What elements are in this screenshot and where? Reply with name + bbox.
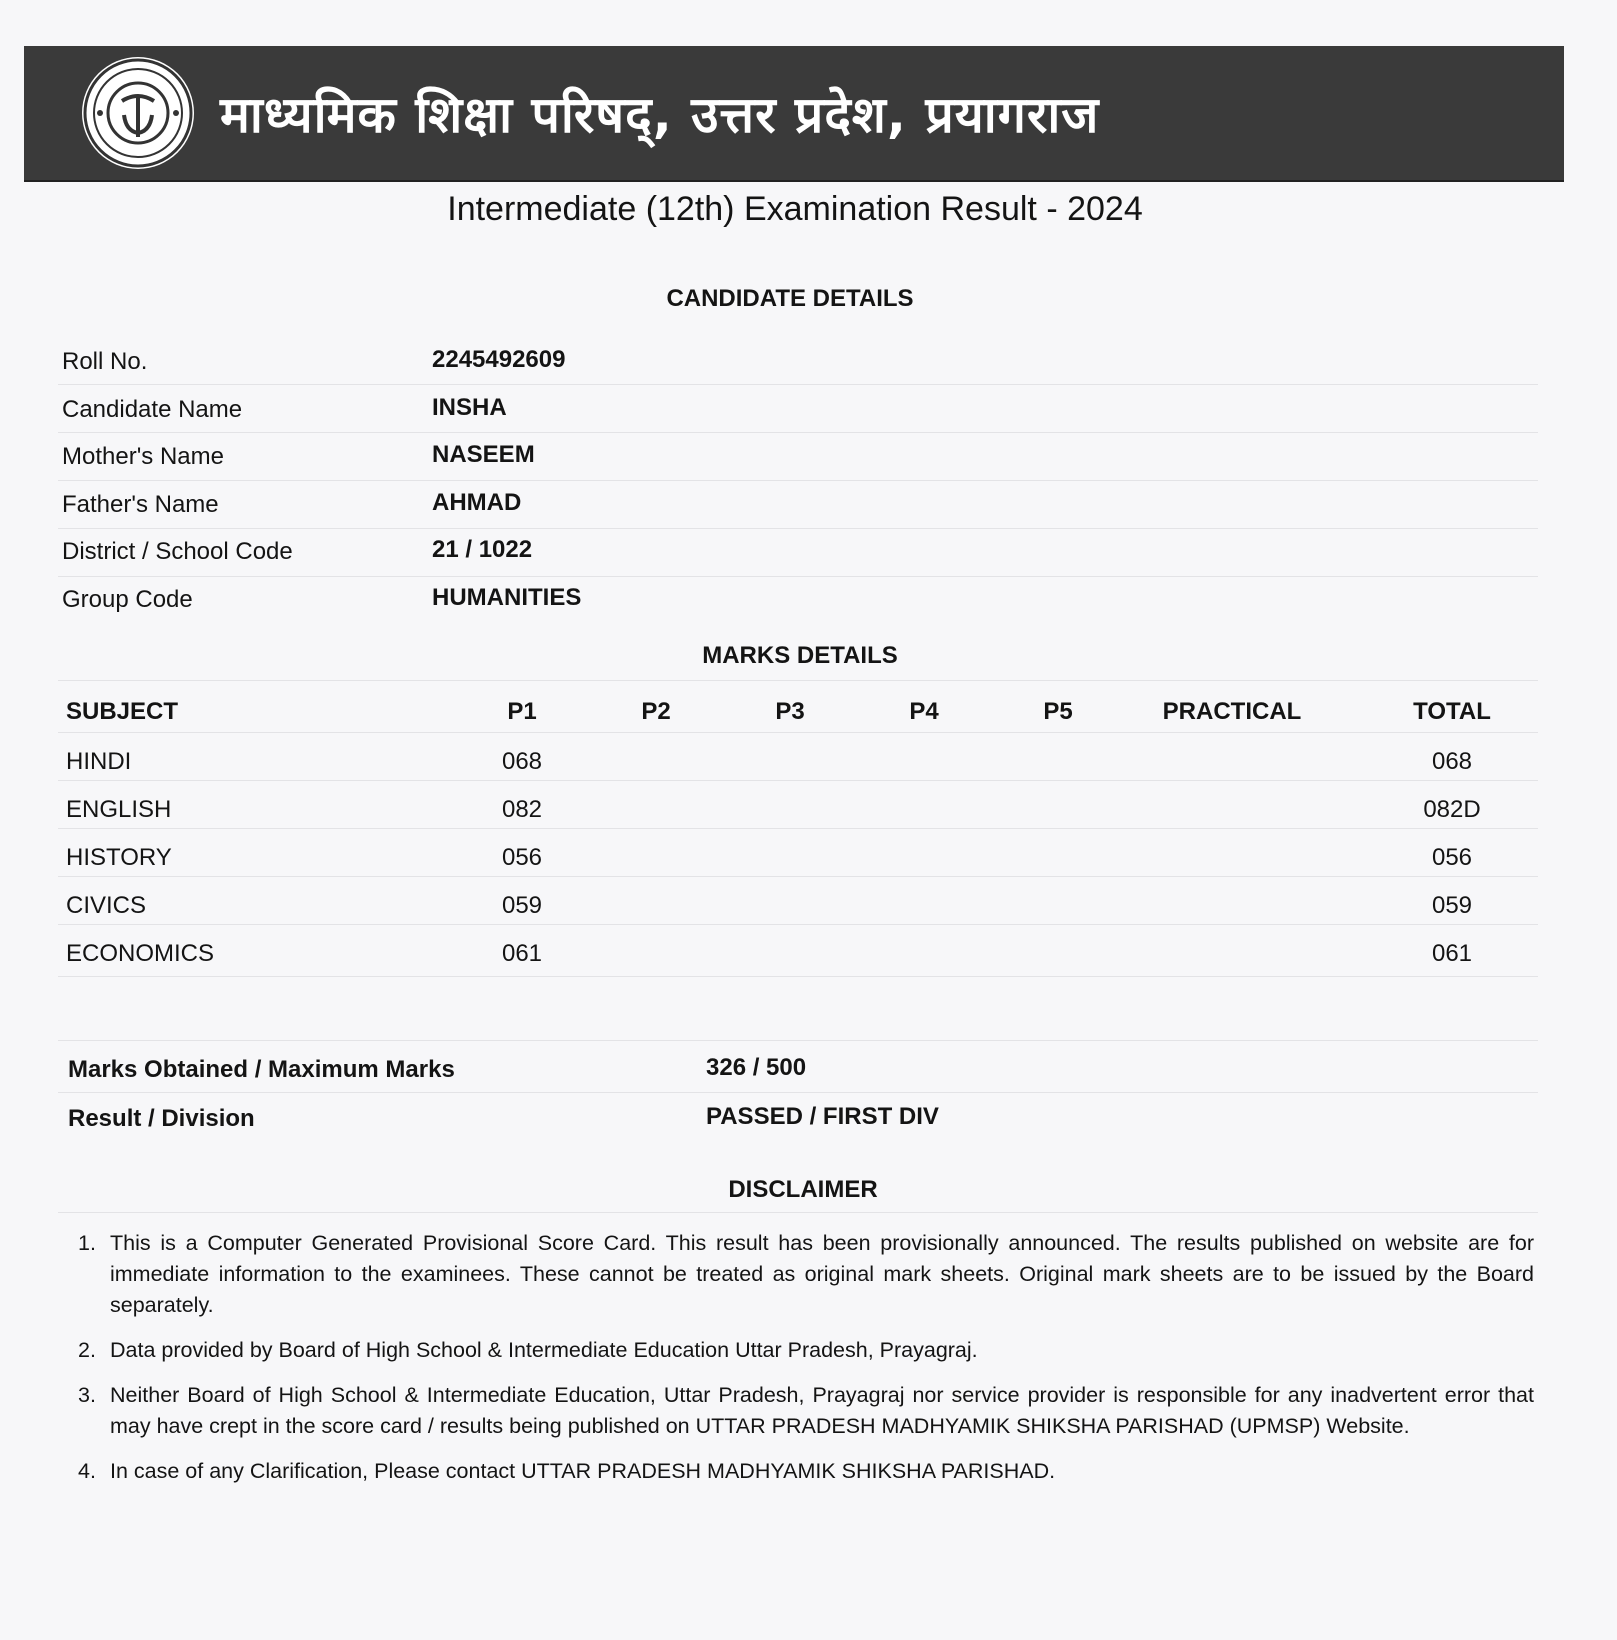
subject-cell: HINDI — [66, 748, 132, 775]
total-cell: 061 — [1431, 940, 1473, 967]
header-banner — [24, 46, 1564, 182]
mother-name-label: Mother's Name — [62, 443, 224, 470]
row-divider — [58, 1040, 1538, 1041]
board-name-hindi: माध्यमिक शिक्षा परिषद्, उत्तर प्रदेश, प्रयागराज — [220, 86, 1100, 144]
row-divider — [58, 680, 1538, 681]
row-divider — [58, 828, 1538, 829]
p1-cell: 068 — [501, 748, 543, 775]
row-divider — [58, 480, 1538, 481]
subject-cell: HISTORY — [66, 844, 172, 871]
disclaimer-number: 3. — [78, 1383, 96, 1407]
table-row — [62, 930, 1542, 976]
candidate-name-value: INSHA — [432, 394, 507, 421]
row-divider — [58, 876, 1538, 877]
subject-cell: ECONOMICS — [66, 940, 215, 967]
col-practical-header: PRACTICAL — [1162, 698, 1302, 725]
table-row — [62, 738, 1542, 784]
col-p3-header: P3 — [775, 698, 805, 725]
subject-cell: ENGLISH — [66, 796, 172, 823]
page-title: Intermediate (12th) Examination Result - 2024 — [447, 190, 1143, 228]
marks-details-heading: MARKS DETAILS — [702, 642, 898, 669]
candidate-row-name — [62, 390, 1462, 430]
col-p2-header: P2 — [641, 698, 671, 725]
candidate-row-roll — [62, 342, 1462, 382]
total-cell: 082D — [1423, 796, 1481, 823]
group-code-label: Group Code — [62, 586, 193, 613]
disclaimer-number: 1. — [78, 1231, 96, 1255]
total-cell: 056 — [1431, 844, 1473, 871]
row-divider — [58, 1092, 1538, 1093]
father-name-label: Father's Name — [62, 491, 219, 518]
marks-summary-row — [68, 1048, 1518, 1092]
disclaimer-text: In case of any Clarification, Please contact UTTAR PRADESH MADHYAMIK SHIKSHA PARISHAD. — [110, 1459, 1056, 1483]
roll-no-value: 2245492609 — [432, 346, 566, 373]
col-total-header: TOTAL — [1413, 698, 1491, 725]
subject-cell: CIVICS — [66, 892, 147, 919]
candidate-row-mother — [62, 437, 1462, 477]
result-division-value: PASSED / FIRST DIV — [706, 1103, 939, 1130]
row-divider — [58, 1212, 1538, 1213]
col-p4-header: P4 — [909, 698, 939, 725]
disclaimer-text: Data provided by Board of High School & Intermediate Education Uttar Pradesh, Prayagraj. — [110, 1338, 978, 1362]
disclaimer-heading: DISCLAIMER — [728, 1176, 878, 1203]
group-code-value: HUMANITIES — [432, 584, 582, 611]
col-p1-header: P1 — [507, 698, 537, 725]
table-row — [62, 786, 1542, 832]
disclaimer-text: Neither Board of High School & Intermediate Education, Uttar Pradesh, Prayagraj nor service provider is responsible for any inadvertent error that may have crept in the score card / results being published on UTTAR PRADESH MADHYAMIK SHIKSHA PARISHAD (UPMSP) Website. — [110, 1383, 1534, 1438]
row-divider — [58, 732, 1538, 733]
disclaimer-text: This is a Computer Generated Provisional Score Card. This result has been provisionally announced. The results published on website are for immediate information to the examinees. These cannot be treated as original mark sheets. Original mark sheets are to be issued by the Board separately. — [110, 1231, 1534, 1317]
result-division-label: Result / Division — [68, 1105, 255, 1132]
candidate-row-group — [62, 580, 1462, 620]
row-divider — [58, 528, 1538, 529]
table-row — [62, 882, 1542, 928]
row-divider — [58, 432, 1538, 433]
up-government-seal-icon — [82, 57, 194, 169]
marks-obtained-label: Marks Obtained / Maximum Marks — [68, 1056, 455, 1083]
candidate-row-father — [62, 485, 1462, 525]
row-divider — [58, 976, 1538, 977]
p1-cell: 059 — [501, 892, 543, 919]
row-divider — [58, 576, 1538, 577]
father-name-value: AHMAD — [432, 489, 522, 516]
total-cell: 059 — [1431, 892, 1473, 919]
disclaimer-item — [78, 1380, 1534, 1442]
candidate-details-heading: CANDIDATE DETAILS — [666, 285, 914, 312]
col-subject-header: SUBJECT — [66, 698, 179, 725]
marks-header-row — [62, 688, 1542, 734]
row-divider — [58, 924, 1538, 925]
candidate-name-label: Candidate Name — [62, 396, 243, 423]
candidate-row-district — [62, 532, 1462, 572]
district-code-label: District / School Code — [62, 538, 293, 565]
disclaimer-item — [78, 1335, 1534, 1366]
district-code-value: 21 / 1022 — [432, 536, 533, 563]
result-division-row — [68, 1097, 1518, 1141]
table-row — [62, 834, 1542, 880]
p1-cell: 056 — [501, 844, 543, 871]
total-cell: 068 — [1431, 748, 1473, 775]
disclaimer-number: 4. — [78, 1459, 96, 1483]
roll-no-label: Roll No. — [62, 348, 148, 375]
disclaimer-number: 2. — [78, 1338, 96, 1362]
row-divider — [58, 384, 1538, 385]
col-p5-header: P5 — [1043, 698, 1073, 725]
mother-name-value: NASEEM — [432, 441, 535, 468]
disclaimer-list — [78, 1228, 1534, 1501]
disclaimer-item — [78, 1456, 1534, 1487]
p1-cell: 061 — [501, 940, 543, 967]
marks-obtained-value: 326 / 500 — [706, 1054, 807, 1081]
disclaimer-item — [78, 1228, 1534, 1321]
p1-cell: 082 — [501, 796, 543, 823]
row-divider — [58, 780, 1538, 781]
